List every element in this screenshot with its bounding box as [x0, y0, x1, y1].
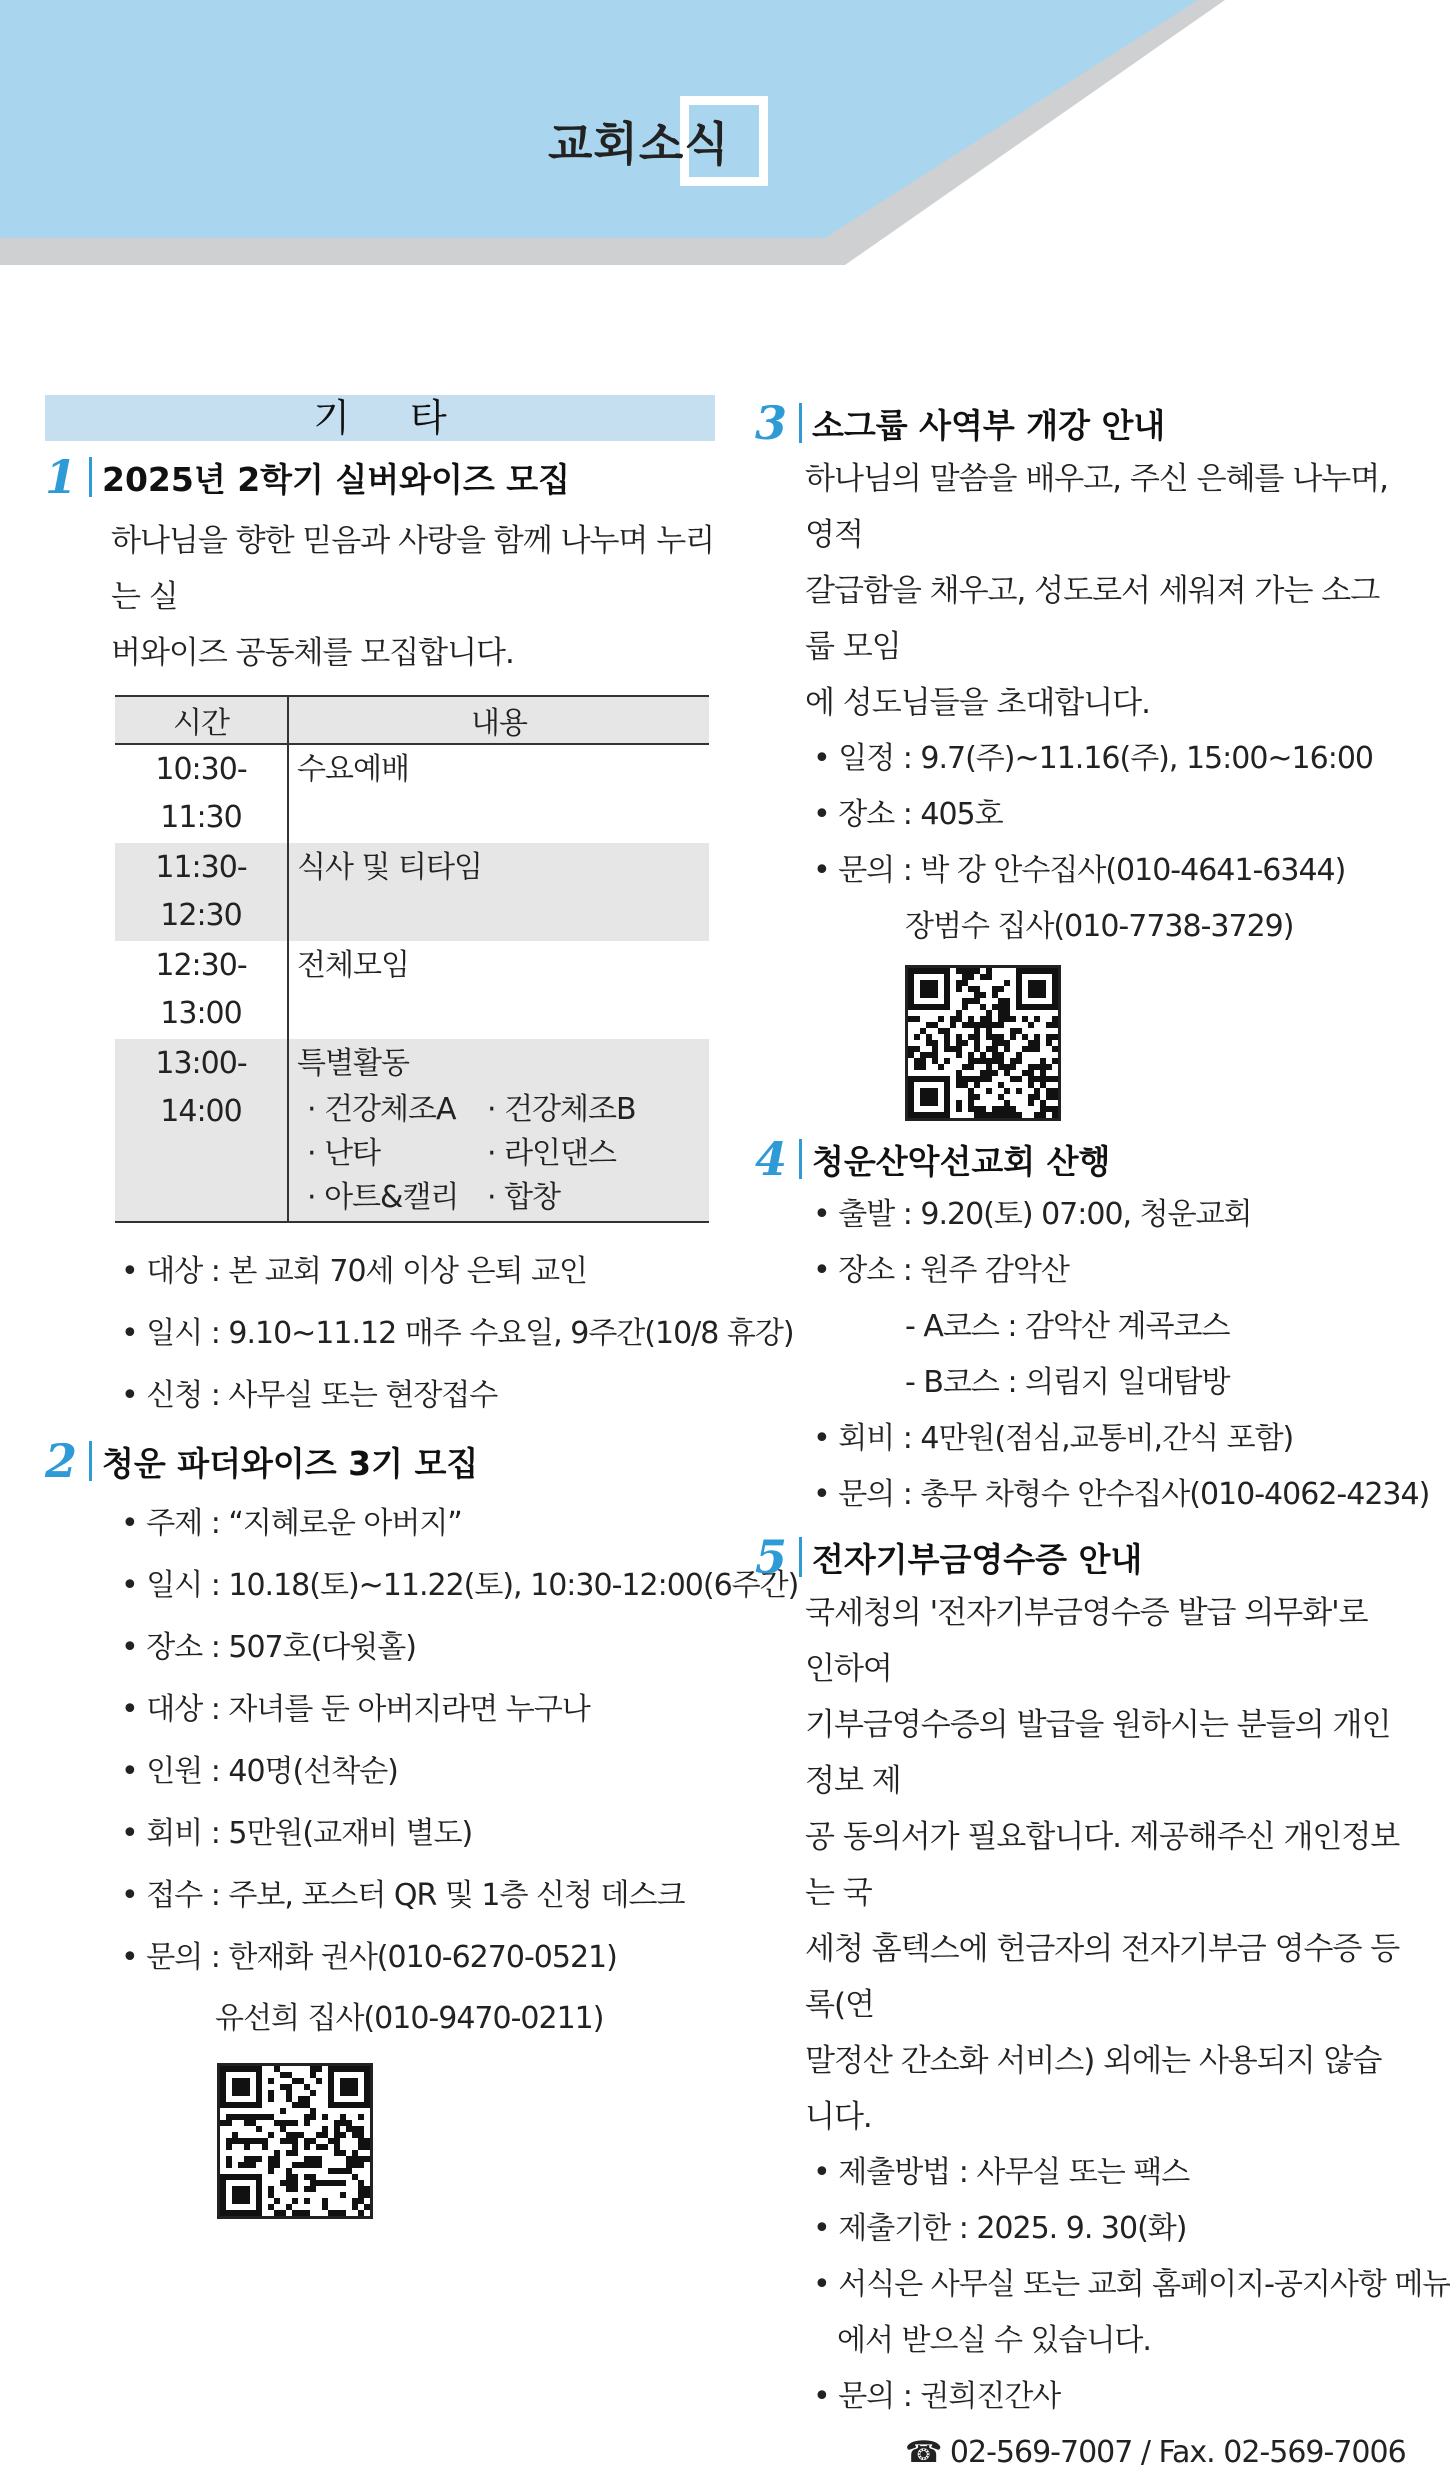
notice-number: 3 [755, 396, 788, 450]
list-item-continued: 에서 받으실 수 있습니다. [837, 2323, 1151, 2358]
intro-line: 공 동의서가 필요합니다. 제공해주신 개인정보는 국 [805, 1819, 1400, 1911]
notice-number: 2 [45, 1434, 78, 1488]
page-title: 교회소식 [548, 117, 730, 171]
list-item: • 장소 : 507호(다윗홀) [45, 1617, 715, 1679]
right-column [755, 395, 1450, 2481]
notice-title: 2025년 2학기 실버와이즈 모집 [102, 459, 571, 499]
activity-item: · 난타 [307, 1136, 381, 1171]
table-cell-content [288, 1039, 709, 1222]
activity-item: · 합창 [487, 1180, 561, 1215]
notice-item-1 [45, 449, 794, 1427]
activity-item: · 아트&캘리 [307, 1180, 459, 1215]
list-item: • 대상 : 자녀를 둔 아버지라면 누구나 [45, 1679, 715, 1741]
divider [799, 1139, 802, 1179]
list-item: • 일시 : 10.18(토)~11.22(토), 10:30-12:00(6주간) [45, 1555, 715, 1617]
table-cell-content: 전체모임 [297, 948, 409, 983]
schedule-table [115, 695, 709, 1223]
notice-intro [45, 513, 715, 681]
table-cell-time: 10:30-11:30 [115, 744, 288, 843]
phone-line [755, 2425, 1405, 2481]
list-item: • 문의 : 총무 차형수 안수집사(010-4062-4234) [755, 1467, 1405, 1523]
list-item: • 문의 : 박 강 안수집사(010-4641-6344) [755, 843, 1405, 899]
activity-item: · 건강체조A [307, 1092, 456, 1127]
list-item: • 출발 : 9.20(토) 07:00, 청운교회 [755, 1187, 1405, 1243]
notice-title: 전자기부금영수증 안내 [812, 1539, 1143, 1579]
notice-item-5 [755, 1529, 1450, 2481]
list-item: • 인원 : 40명(선착순) [45, 1741, 715, 1803]
table-cell-content: 수요예배 [297, 752, 409, 787]
table-cell-time: 12:30-13:00 [115, 941, 288, 1039]
notice-item-3 [755, 395, 1405, 1125]
activity-item: · 건강체조B [487, 1092, 636, 1127]
table-header-content: 내용 [288, 696, 709, 744]
intro-line: 기부금영수증의 발급을 원하시는 분들의 개인정보 제 [805, 1707, 1391, 1799]
list-item: • 대상 : 본 교회 70세 이상 은퇴 교인 [45, 1241, 715, 1303]
notice-header [755, 395, 1405, 451]
list-item: • 문의 : 한재화 권사(010-6270-0521) [45, 1927, 715, 1989]
list-item: • 서식은 사무실 또는 교회 홈페이지-공지사항 메뉴 [755, 2257, 1405, 2313]
phone-icon: ☎ [905, 2435, 942, 2470]
divider [799, 1537, 802, 1577]
left-column [45, 395, 799, 2223]
activity-item: · 라인댄스 [487, 1136, 616, 1171]
table-row [115, 1039, 709, 1222]
list-item: • 일정 : 9.7(주)~11.16(주), 15:00~16:00 [755, 731, 1405, 787]
list-item: • 문의 : 권희진간사 [755, 2369, 1405, 2425]
notice-header [755, 1529, 1405, 1585]
table-row [115, 744, 709, 843]
notice-intro [755, 1585, 1405, 2145]
table-row [115, 941, 709, 1039]
divider [799, 403, 802, 443]
notice-number: 4 [755, 1132, 788, 1186]
intro-line: 하나님의 말씀을 배우고, 주신 은혜를 나누며, 영적 [805, 461, 1389, 553]
notice-title: 소그룹 사역부 개강 안내 [812, 405, 1166, 445]
notice-item-2 [45, 1433, 799, 2223]
notice-title: 청운 파더와이즈 3기 모집 [102, 1443, 479, 1483]
notice-header [755, 1131, 1405, 1187]
list-item: • 제출기한 : 2025. 9. 30(화) [755, 2201, 1405, 2257]
notice-header [45, 449, 715, 505]
activity-list [297, 1088, 708, 1220]
list-item: • 회비 : 4만원(점심,교통비,간식 포함) [755, 1411, 1405, 1467]
table-cell-time: 13:00-14:00 [115, 1039, 288, 1222]
list-item: • 장소 : 405호 [755, 787, 1405, 843]
intro-line: 국세청의 '전자기부금영수증 발급 의무화'로 인하여 [805, 1595, 1368, 1687]
notice-header [45, 1433, 715, 1489]
list-item: • 회비 : 5만원(교재비 별도) [45, 1803, 715, 1865]
activity-heading: 특별활동 [297, 1046, 409, 1081]
contact-line: 장범수 집사(010-7738-3729) [905, 909, 1294, 944]
notice-number: 5 [755, 1530, 788, 1584]
divider [89, 1441, 92, 1481]
notice-intro [755, 451, 1405, 731]
list-item: • 일시 : 9.10~11.12 매주 수요일, 9주간(10/8 휴강) [45, 1303, 715, 1365]
qr-code-icon [217, 2063, 373, 2219]
table-header-time: 시간 [115, 696, 288, 744]
intro-line: 말정산 간소화 서비스) 외에는 사용되지 않습니다. [805, 2043, 1382, 2135]
list-item: • 신청 : 사무실 또는 현장접수 [45, 1365, 715, 1427]
intro-line: 버와이즈 공동체를 모집합니다. [111, 635, 514, 671]
table-row [115, 843, 709, 941]
notice-title: 청운산악선교회 산행 [812, 1141, 1111, 1181]
intro-line: 하나님을 향한 믿음과 사랑을 함께 나누며 누리는 실 [111, 523, 715, 615]
course-line: - A코스 : 감악산 계곡코스 [905, 1309, 1230, 1344]
divider [89, 457, 92, 497]
qr-code-icon [905, 965, 1061, 1121]
intro-line: 갈급함을 채우고, 성도로서 세워져 가는 소그룹 모임 [805, 573, 1380, 665]
notice-number: 1 [45, 450, 78, 504]
phone-numbers: 02-569-7007 / Fax. 02-569-7006 [949, 2435, 1406, 2470]
intro-line: 세청 홈텍스에 헌금자의 전자기부금 영수증 등록(연 [805, 1931, 1400, 2023]
course-line: - B코스 : 의림지 일대탐방 [905, 1365, 1230, 1400]
list-item: • 장소 : 원주 감악산 [755, 1243, 1405, 1299]
table-cell-time: 11:30-12:30 [115, 843, 288, 941]
table-cell-content: 식사 및 티타임 [288, 843, 709, 941]
section-title-bar: 기타 [45, 395, 715, 441]
notice-item-4 [755, 1131, 1430, 1523]
list-item: • 주제 : “지혜로운 아버지” [45, 1493, 715, 1555]
list-item: • 접수 : 주보, 포스터 QR 및 1층 신청 데스크 [45, 1865, 715, 1927]
contact-line: 유선희 집사(010-9470-0211) [215, 2001, 604, 2036]
list-item: • 제출방법 : 사무실 또는 팩스 [755, 2145, 1405, 2201]
intro-line: 에 성도님들을 초대합니다. [805, 685, 1150, 721]
